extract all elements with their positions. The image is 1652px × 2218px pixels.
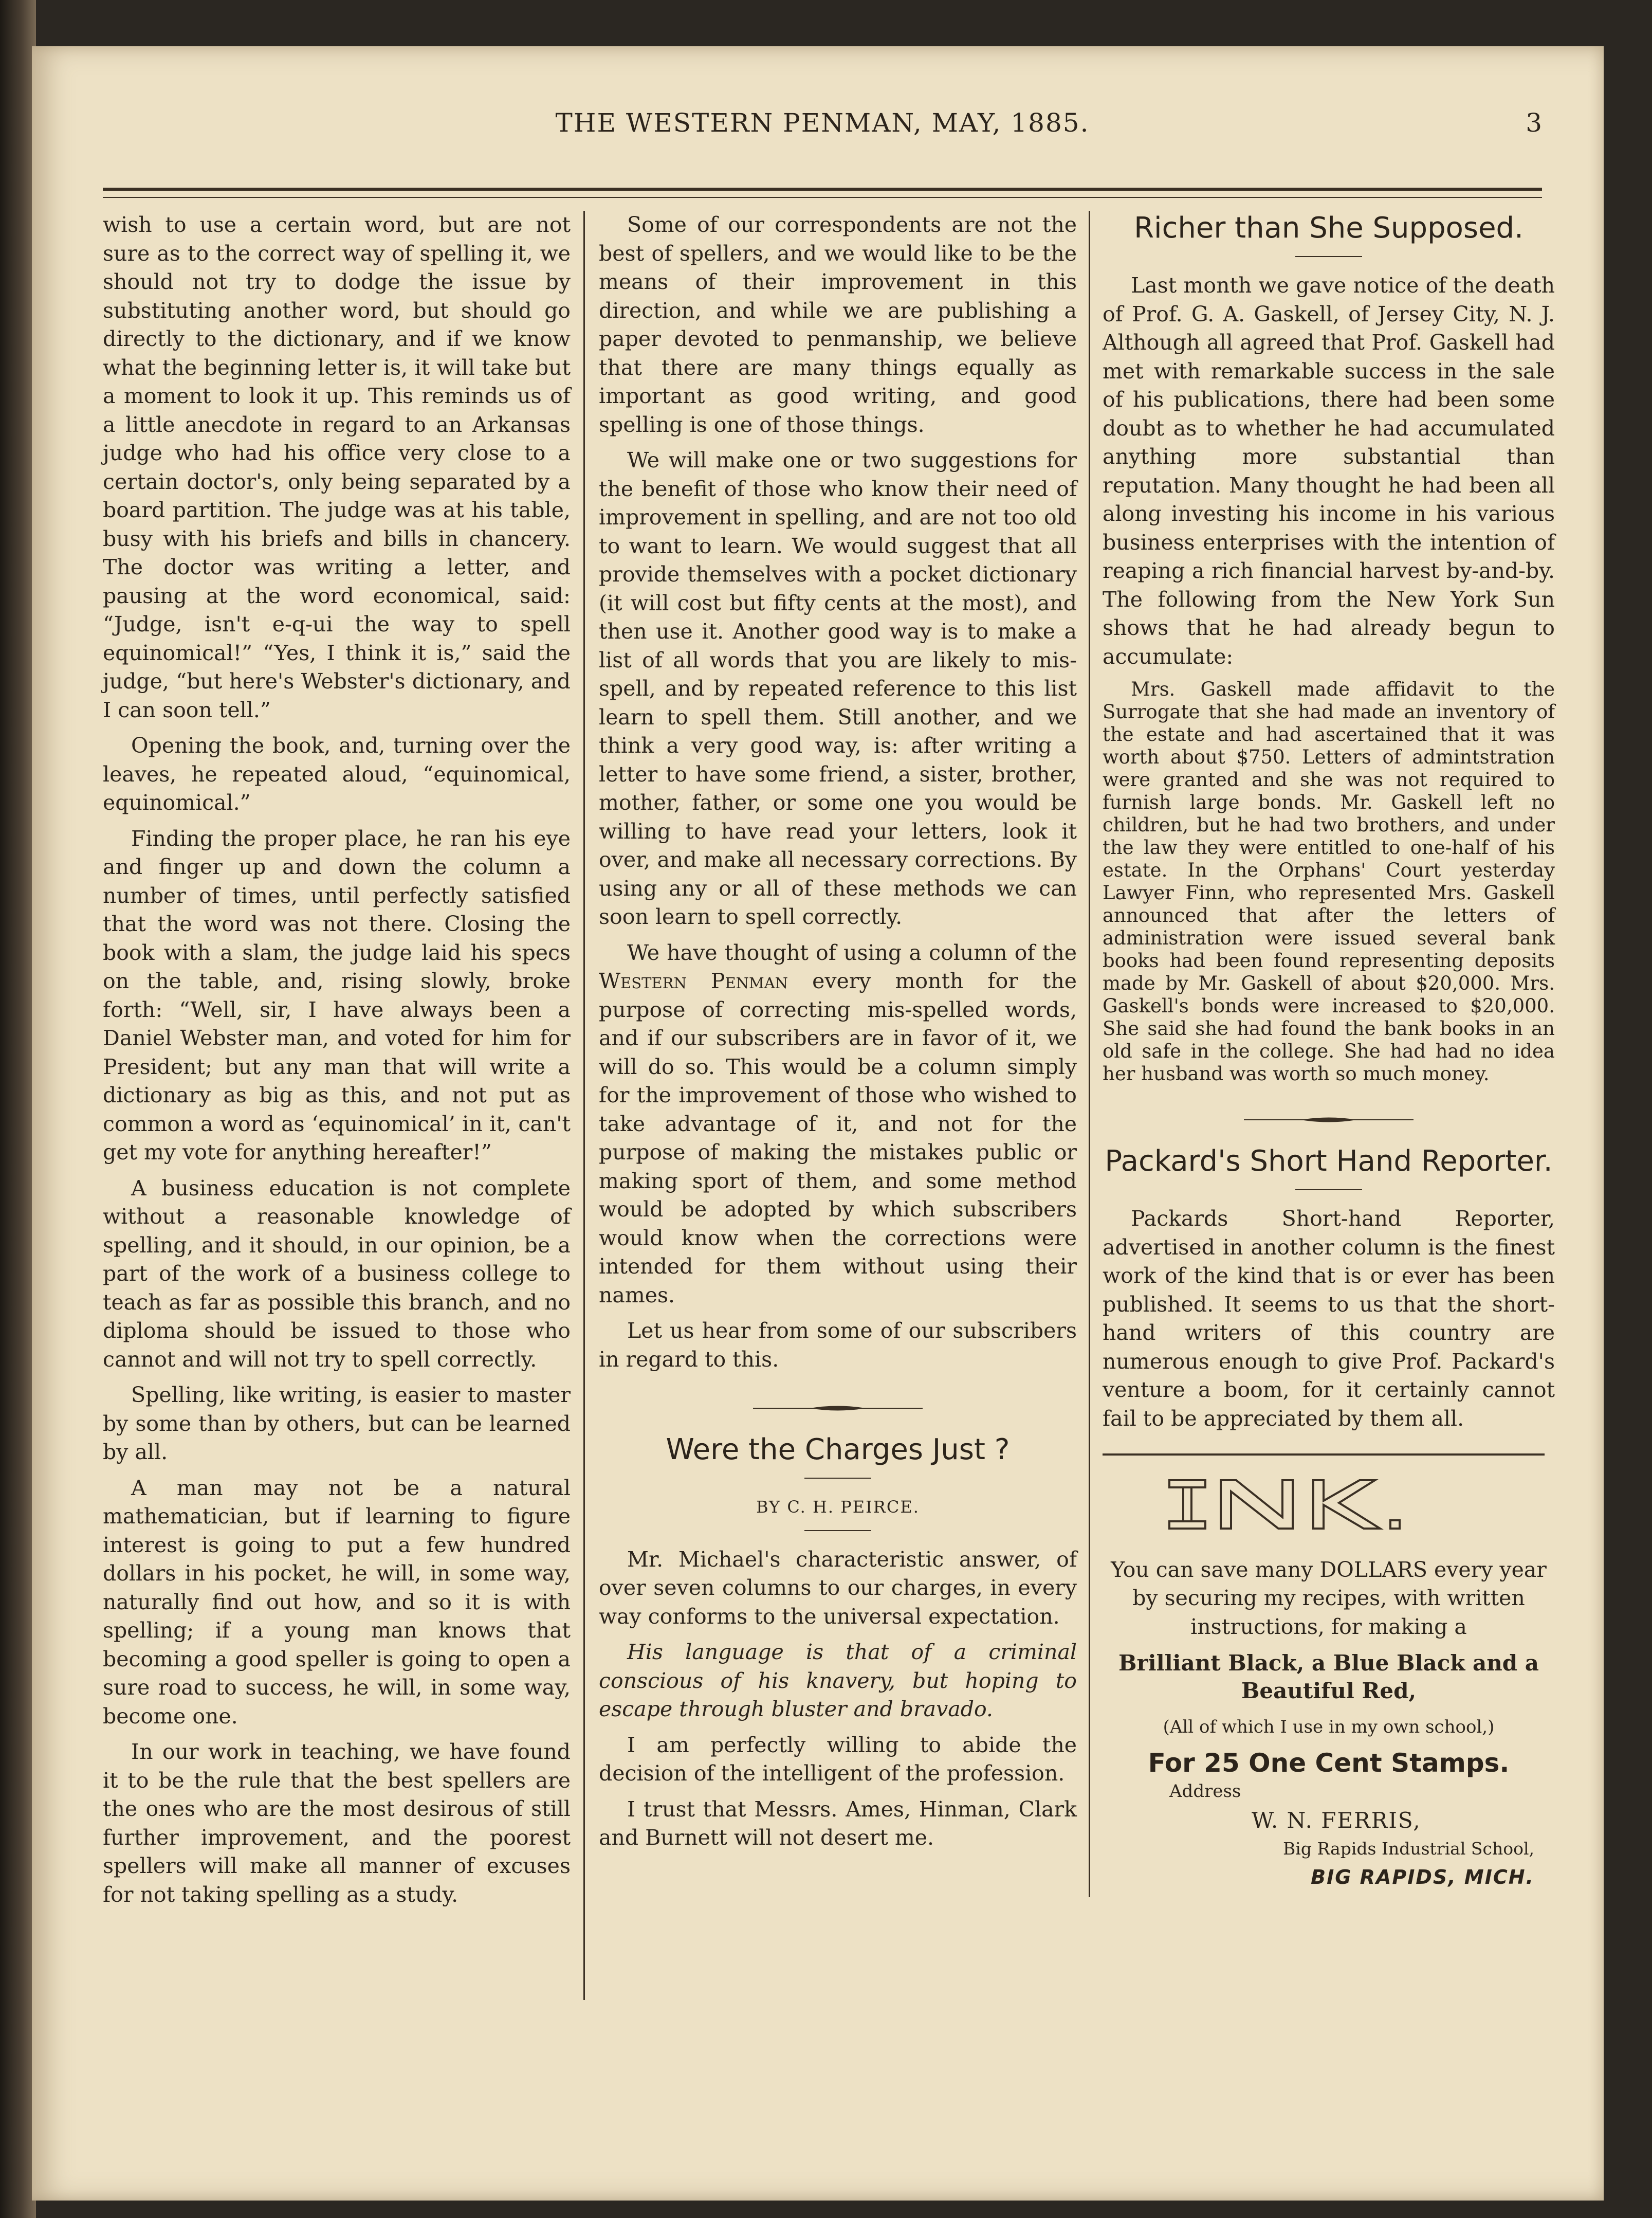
paragraph: I am perfectly willing to abide the decision of the intelligent of the profession.: [599, 1732, 1077, 1786]
ad-address-label: Address: [1169, 1781, 1241, 1802]
paragraph: We will make one or two suggestions for the benefit of those who know their need of improvement in spelling, and are not too old to want to learn. We would suggest that all provide themselves with a pocket dictionary (it will cost but fifty cents at the most), and then use it. Another good way is to make a list of all words that you are likely to mis-spell, and by repeated reference to this list learn to spell them. Still another, and we think a very good way, is: after writing a letter to have some friend, a sister, brother, mother, father, or some one you would be willing to have read your letters, look it over, and make all necessary corrections. By using any or all of these methods we can soon learn to spell correctly.: [599, 448, 1077, 929]
column-1: [103, 211, 571, 1916]
paragraph: Mr. Michael's characteristic answer, of over seven columns to our charges, in every way conforms to the universal expectation.: [599, 1547, 1077, 1629]
paragraph: Some of our correspondents are not the best of spellers, and we would like to be the means of their improvement in this direction, and while we are publishing a paper devoted to penmanship, we believe that there are many things equally as important as good writing, and good spelling is one of those things.: [599, 212, 1077, 437]
ornament-divider: [753, 1405, 923, 1412]
column-3: [1103, 211, 1555, 1892]
ad-city: BIG RAPIDS, MICH.: [1311, 1865, 1534, 1888]
ad-school: Big Rapids Industrial School,: [1283, 1839, 1534, 1859]
ink-logo-lettering: [1164, 1476, 1493, 1533]
title-rule: [1295, 256, 1362, 257]
paragraph: [599, 939, 1077, 1310]
paragraph: In our work in teaching, we have found it to be the rule that the best spellers are the ones who are the most desirous of still further improvement, and the poorest spellers will make all manner of excuses for not taking spelling as a study.: [103, 1739, 571, 1907]
title-rule: [1295, 1189, 1362, 1190]
masthead-title: THE WESTERN PENMAN, MAY, 1885.: [555, 108, 1090, 138]
column-divider-2: [1089, 211, 1090, 1897]
paragraph: Finding the proper place, he ran his eye and finger up and down the column a number of times, until perfectly satisfied that the word was not there. Closing the book with a slam, the judge laid his specs on the table, and, rising slowly, broke forth: “Well, sir, I have always been a Daniel Webster man, and voted for him for President; but any man that will write a dictionary as big as this, and not put as common a word as ‘equinomical’ in it, can't get my vote for anything hereafter!”: [103, 826, 571, 1165]
ornament-shape: [753, 1405, 923, 1412]
text-run: every month for the purpose of correcting mis-spelled words, and if our subscribers are in favor of it, we will do so. This would be a column simply for the improvement of those who wished to take advantage of it, and not for the purpose of making the mistakes public or making sport of them, and some method would be adopted by which subscribers would know when the corrections were intended for them without using their names.: [599, 969, 1077, 1307]
title-rule: [804, 1478, 871, 1479]
article-title: Were the Charges Just ?: [666, 1433, 1010, 1466]
ad-name: W. N. FERRIS,: [1252, 1807, 1421, 1833]
header-rule-thin: [103, 197, 1542, 198]
paragraph: Spelling, like writing, is easier to master by some than by others, but can be learned by all.: [103, 1383, 571, 1464]
page-header: [103, 108, 1542, 149]
paragraph: Last month we gave notice of the death of Prof. G. A. Gaskell, of Jersey City, N. J. Although all agreed that Prof. Gaskell had met with remarkable success in the sale of his publications, there had been some doubt as to whether he had accumulated anything more substantial than reputation. Many thought he had been all along investing his income in his various business enterprises with the intention of reaping a rich financial harvest by-and-by. The following from the New York Sun shows that he had already begun to accumulate:: [1103, 273, 1555, 669]
byline: BY C. H. PEIRCE.: [756, 1497, 920, 1517]
paragraph-italic: His language is that of a criminal conscious of his knavery, but hoping to escape through bluster and bravado.: [599, 1640, 1077, 1721]
article-title: Richer than She Supposed.: [1134, 211, 1523, 245]
column-divider-1: [583, 211, 585, 2000]
column-2: [599, 211, 1077, 1860]
article-title: Packard's Short Hand Reporter.: [1105, 1144, 1553, 1178]
book-spine: [0, 0, 36, 2218]
paragraph: Let us hear from some of our subscribers in regard to this.: [599, 1318, 1077, 1372]
publication-name: Western Penman: [599, 969, 788, 993]
paragraph: Opening the book, and, turning over the leaves, he repeated aloud, “equinomical, equinomical.”: [103, 733, 571, 815]
ornament-divider: [1244, 1116, 1414, 1123]
ad-rule: [1103, 1453, 1545, 1456]
byline-rule: [804, 1530, 871, 1531]
paragraph: wish to use a certain word, but are not sure as to the correct way of spelling it, we should not try to dodge the issue by substituting another word, but should go directly to the dictionary, and if we know what the beginning letter is, it will take but a moment to look it up. This reminds us of a little anecdote in regard to an Arkansas judge who had his office very close to a certain doctor's, only being separated by a board partition. The judge was at his table, busy with his briefs and bills in chancery. The doctor was writing a letter, and pausing at the word economical, said: “Judge, isn't e-q-ui the way to spell equinomical!” “Yes, I think it is,” said the judge, “but here's Webster's dictionary, and I can soon tell.”: [103, 212, 571, 722]
paragraph: Packards Short-hand Reporter, advertised in another column is the finest work of the kind that is or ever has been published. It seems to us that the short-hand writers of this country are numerous enough to give Prof. Packard's venture a boom, for it certainly cannot fail to be appreciated by them all.: [1103, 1206, 1555, 1431]
ad-product-line: Brilliant Black, a Blue Black and a Beautiful Red,: [1118, 1650, 1539, 1703]
paragraph: A business education is not complete without a reasonable knowledge of spelling, and it should, in our opinion, be a part of the work of a business college to teach as far as possible this branch, and no diploma should be issued to those who cannot and will not try to spell correctly.: [103, 1175, 571, 1372]
ornament-shape: [1244, 1116, 1414, 1123]
ad-text: You can save many DOLLARS every year by securing my recipes, with written instructions, for making a: [1111, 1557, 1547, 1639]
paragraph: A man may not be a natural mathematician, but if learning to figure interest is going to put a few hundred dollars in his pocket, he will, in some way, naturally find out how, and so it is with spelling; if a young man knows that becoming a good speller is going to open a sure road to success, he will, in some way, become one.: [103, 1475, 571, 1729]
page-number: 3: [1526, 108, 1542, 138]
ink-advertisement-logo: [1103, 1476, 1555, 1540]
ad-note: (All of which I use in my own school,): [1163, 1717, 1495, 1737]
header-rule-thick: [103, 188, 1542, 191]
paragraph: I trust that Messrs. Ames, Hinman, Clark and Burnett will not desert me.: [599, 1796, 1077, 1850]
text-run: We have thought of using a column of the: [627, 940, 1077, 965]
quoted-paragraph: Mrs. Gaskell made affidavit to the Surrogate that she had made an inventory of the estate and had ascertained that it was worth about $750. Letters of admintstration were granted and she was not required to furnish large bonds. Mr. Gaskell left no children, but he had two brothers, and under the law they were entitled to one-half of his estate. In the Orphans' Court yesterday Lawyer Finn, who represented Mrs. Gaskell announced that after the letters of administration were issued several bank books had been found representing deposits made by Mr. Gaskell of about $20,000. Mrs. Gaskell's bonds were increased to $20,000. She said she had found the bank books in an old safe in the college. She had had no idea her husband was worth so much money.: [1103, 678, 1555, 1085]
ad-price: For 25 One Cent Stamps.: [1148, 1748, 1510, 1778]
